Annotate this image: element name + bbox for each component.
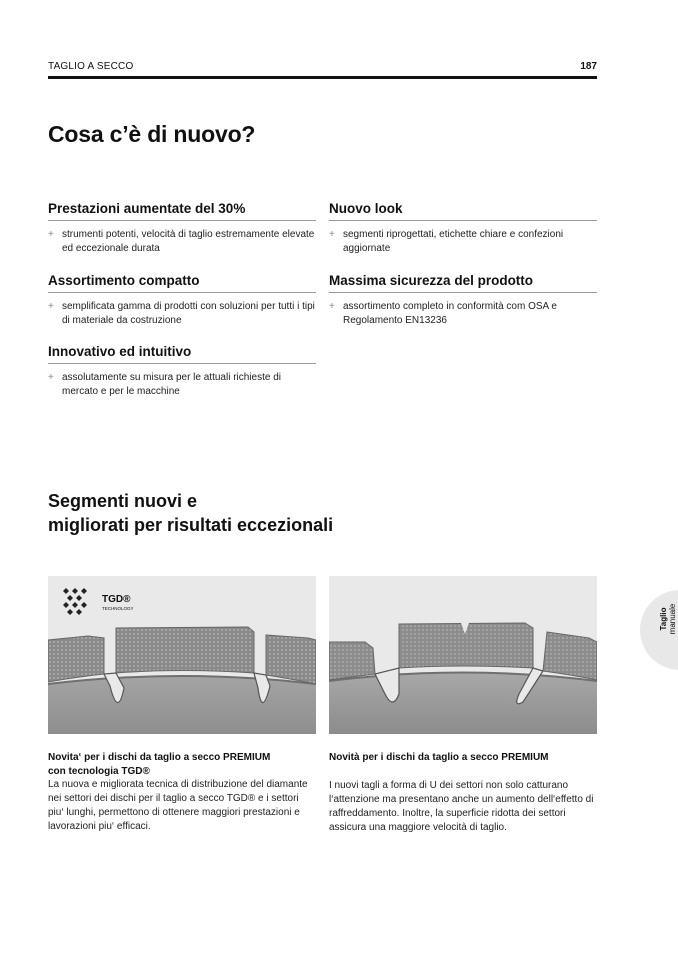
feature-block [48,201,316,256]
caption-tgd [48,751,316,834]
feature-title: Assortimento compatto [48,273,316,293]
chapter-tab[interactable] [640,590,678,670]
caption-title: Novita‘ per i dischi da taglio a secco PREMIUM [48,752,271,763]
section-heading: Segmenti nuovi e migliorati per risultati eccezionali [48,491,334,535]
caption-body: La nuova e migliorata tecnica di distribuzione del diamante nei settori dei dischi per il taglio a secco TGD® e i settori piu‘ lunghi, permettono di ottenere maggiori prestazioni e lavorazioni piu‘ efficaci. [48,779,308,832]
cutting-disc-image [329,576,597,734]
plus-icon: + [48,301,54,312]
feature-item: + assortimento completo in conformità com OSA e Regolamento EN13236 [329,301,557,326]
page-number: 187 [580,61,597,72]
feature-block [48,273,316,328]
feature-block [329,201,597,256]
caption-u-slot [329,751,597,835]
caption-title: con tecnologia TGD® [48,765,150,777]
feature-title: Massima sicurezza del prodotto [329,273,597,293]
feature-item: + assolutamente su misura per le attuali richieste di mercato e per le macchine [48,372,281,397]
feature-block [329,273,597,328]
caption-title: Novità per i dischi da taglio a secco PREMIUM [329,752,549,763]
chapter-tab-label: Taglio manuale [659,603,677,635]
feature-title: Innovativo ed intuitivo [48,344,316,364]
feature-item: + strumenti potenti, velocità di taglio estremamente elevate ed eccezionale durata [48,229,315,254]
cutting-disc-image [48,576,316,734]
disc-photo-tgd [48,576,316,734]
running-header: TAGLIO A SECCO [48,61,134,72]
tgd-logo-name: TGD® [102,594,131,605]
feature-item: + semplificata gamma di prodotti con soluzioni per tutti i tipi di materiale da costruzione [48,301,315,326]
feature-title: Nuovo look [329,201,597,221]
feature-item: + segmenti riprogettati, etichette chiare e confezioni aggiornate [329,229,564,254]
plus-icon: + [48,229,54,240]
feature-title: Prestazioni aumentate del 30% [48,201,316,221]
caption-body: I nuovi tagli a forma di U dei settori non solo catturano l‘attenzione ma presentano anche un aumento dell‘effetto di raffreddamento. Inoltre, la superficie ridotta dei settori assicura una maggiore velocità di taglio. [329,779,594,833]
page-title: Cosa c’è di nuovo? [48,121,256,147]
plus-icon: + [329,301,335,312]
feature-block [48,344,316,399]
header-rule [48,76,597,79]
plus-icon: + [48,372,54,383]
tgd-logo-tagline: TECHNOLOGY [102,606,134,611]
disc-photo-u-slot [329,576,597,734]
plus-icon: + [329,229,335,240]
